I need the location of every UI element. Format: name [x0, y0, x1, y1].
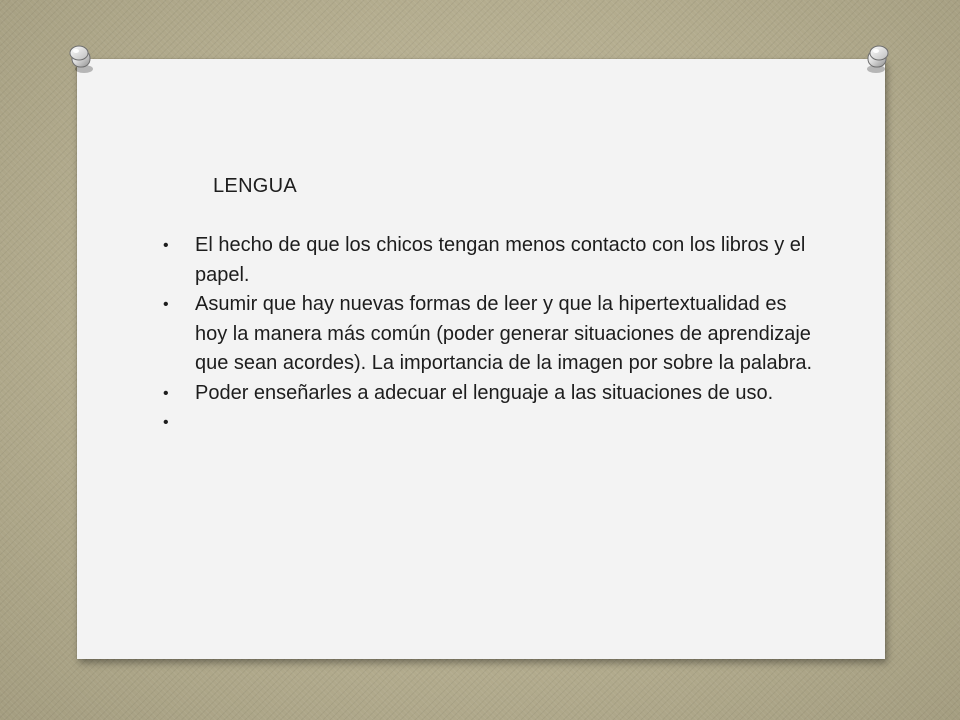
bullet-marker: •	[163, 296, 169, 313]
bullet-marker: •	[163, 237, 169, 254]
pushpin-icon	[860, 42, 894, 76]
bullet-list	[163, 231, 813, 438]
slide-title: LENGUA	[213, 175, 298, 197]
bullet-item	[163, 290, 813, 379]
bullet-text: El hecho de que los chicos tengan menos contacto con los libros y el papel.	[195, 234, 806, 286]
bullet-text: Asumir que hay nuevas formas de leer y que la hipertextualidad es hoy la manera más común (poder generar situaciones de aprendizaje que sean acordes). La importancia de la imagen por sobre la palabra.	[195, 293, 813, 374]
bullet-marker: •	[163, 414, 169, 431]
bullet-item	[163, 379, 813, 409]
bullet-item	[163, 231, 813, 290]
bullet-marker: •	[163, 384, 169, 402]
bullet-text: Poder enseñarles a adecuar el lenguaje a las situaciones de uso.	[195, 381, 774, 404]
bullet-item-empty	[163, 408, 813, 438]
pushpin-icon	[64, 42, 98, 76]
